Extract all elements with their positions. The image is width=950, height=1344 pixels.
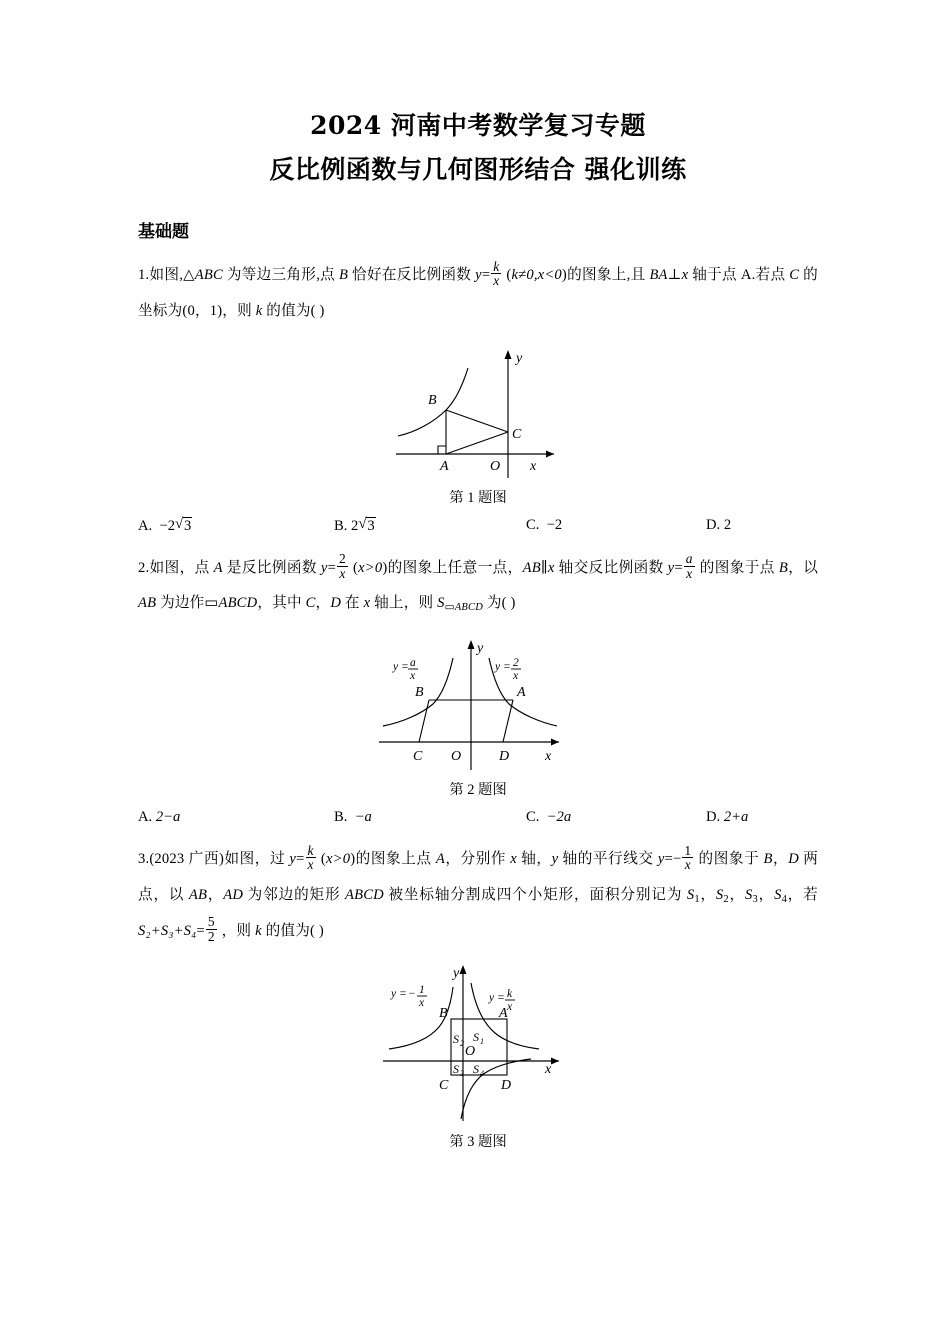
q1-part-1: 如图,△ (149, 267, 195, 283)
q2-part-6: 的图象于点 (695, 559, 779, 576)
fig2-eq-left-y: y (393, 661, 399, 673)
q1-x-axis: x (681, 267, 689, 283)
fig3-label-y: y (453, 966, 460, 982)
q3-ab: AB (188, 886, 208, 903)
q2-option-a[interactable] (138, 809, 334, 826)
fig3-label-x: x (545, 1062, 552, 1078)
q1-part-6: 轴于点 A.若点 (688, 267, 790, 283)
fig3-S1-sub: 1 (480, 1037, 484, 1047)
figure-3-svg (373, 961, 583, 1126)
q2-point-c: C (305, 595, 316, 612)
fig3-area-S3 (453, 1062, 464, 1078)
fig1-label-y: y (516, 350, 523, 366)
q3-part-5: 轴， (516, 851, 552, 867)
fig3-eq-left-num: 1 (419, 984, 425, 997)
q3-s4-sub: 4 (781, 893, 788, 905)
q2-x-axis-2: x (363, 595, 371, 612)
q2-condition: x>0 (358, 559, 383, 576)
q1-y: y (475, 267, 482, 283)
fig2-eq-right-num: 2 (513, 657, 519, 669)
q3-part-13: ， (699, 886, 716, 903)
q2-option-d[interactable] (706, 809, 818, 826)
q2-frac2-num: a (685, 551, 693, 567)
q2-abcd: ABCD (218, 595, 258, 612)
q2-part-3: ( (348, 559, 359, 576)
q3-abcd: ABCD (345, 886, 384, 903)
document-title-line-2: 反比例函数与几何图形结合 强化训练 (269, 154, 687, 184)
q3-part-6: 轴的平行线交 (558, 851, 658, 867)
fig3-label-A: A (499, 1006, 508, 1022)
question-1-text (138, 258, 818, 330)
q2-part-10: ， (315, 595, 331, 612)
q3-eq: = (296, 851, 305, 867)
q2-option-c[interactable] (526, 809, 706, 826)
q2-part-11: 在 (341, 595, 364, 612)
q3-part-4: ，分别作 (444, 851, 511, 867)
fig1-label-C: C (512, 426, 522, 442)
q2-part-13: 为( ) (482, 595, 516, 612)
q2-s-label: S (437, 595, 445, 612)
q1-part-7: 的坐标为(0，1)，则 (138, 267, 818, 319)
fig2-eq-left-den: x (410, 670, 416, 682)
fig3-S4-sub: 4 (480, 1069, 484, 1079)
q1-part-3: 恰好在反比例函数 (348, 267, 476, 283)
q3-s1-sub: 1 (694, 893, 700, 905)
q3-source: (2023 广西) (149, 851, 225, 867)
q3-eq-2: = (664, 851, 673, 867)
q1-condition: k≠0,x<0 (511, 267, 562, 283)
fig3-eq-left-sign: = (399, 988, 407, 1001)
fig2-eq-right-y: y (495, 661, 501, 673)
q2-point-a: A (213, 559, 223, 576)
q3-part-9: 两点，以 (138, 851, 819, 903)
q1-option-b-sqrt-icon: √ 3 (358, 517, 375, 535)
fig2-label-x: x (545, 749, 552, 764)
q2-option-b[interactable] (334, 809, 526, 826)
page-content (138, 0, 818, 1151)
q2-part-8: 为边作▭ (156, 595, 219, 612)
q3-part-11: 为邻边的矩形 (243, 886, 345, 903)
fig3-S3-sub: 3 (460, 1069, 464, 1079)
fig3-y-arrow (460, 965, 467, 974)
q3-s4: S (774, 886, 782, 903)
q2-option-d-value: 2+a (723, 809, 749, 825)
fig1-label-B: B (428, 392, 437, 408)
q1-option-c-label: C. (526, 516, 540, 533)
q3-frac-den: x (307, 857, 314, 873)
figure-2-caption: 第 2 题图 (449, 782, 507, 798)
fig2-label-C: C (413, 749, 423, 764)
q3-part-14: ， (728, 886, 745, 903)
q1-option-c-value: −2 (546, 516, 563, 533)
q2-frac-num: 2 (339, 551, 346, 567)
q3-s2: S (715, 886, 724, 903)
q3-minus: − (672, 851, 682, 867)
figure-1-caption: 第 1 题图 (449, 489, 507, 506)
q1-option-d-label: D. (706, 516, 721, 533)
q2-parallel: ∥ (540, 559, 548, 576)
q2-point-d: D (330, 595, 342, 612)
q2-part-9: ，其中 (257, 595, 306, 612)
q3-point-a: A (435, 851, 445, 867)
fig2-x-arrow (551, 739, 559, 746)
question-3-text (138, 842, 818, 949)
q1-part-2: 为等边三角形,点 (222, 267, 339, 283)
fig1-segment-AC (446, 432, 508, 454)
q2-part-2: 是反比例函数 (222, 559, 321, 576)
q3-y-axis: y (551, 851, 559, 867)
q2-fraction-2-over-x (337, 552, 348, 580)
fig3-eq-left (390, 984, 427, 1009)
q3-frac2-num: 1 (684, 842, 692, 858)
fig2-eq-right-sign: = (503, 661, 511, 673)
question-1-options (138, 517, 818, 535)
figure-2 (138, 634, 818, 799)
q1-part-8: 的值为( ) (262, 302, 325, 319)
q1-perp: ⊥ (667, 267, 682, 283)
q3-frac-num: k (307, 842, 314, 858)
q2-frac-den: x (337, 566, 348, 581)
fig2-eq-right-den: x (513, 670, 519, 682)
q2-option-a-value: 2−a (155, 809, 181, 825)
q2-part-4: )的图象上任意一点， (382, 559, 523, 576)
fig1-label-O: O (490, 458, 501, 474)
q2-option-c-label: C. (526, 809, 540, 825)
section-heading: 基础题 (138, 222, 189, 242)
q3-part-18: 的值为( ) (261, 922, 324, 939)
fig3-S3: S (453, 1062, 459, 1077)
question-2-options (138, 809, 818, 826)
fig3-area-S2 (453, 1032, 464, 1048)
q3-fraction-5-over-2 (206, 915, 217, 943)
q1-fraction-k-over-x (491, 260, 501, 288)
q3-ad: AD (223, 886, 244, 903)
fig3-S2-sub: 2 (460, 1039, 464, 1049)
figure-2-svg (373, 634, 583, 774)
q3-part-7: 的图象于 (694, 851, 764, 867)
q2-part-1: 如图，点 (149, 559, 214, 576)
fig3-eq-left-minus: − (408, 988, 416, 1001)
q1-option-a-label: A. (138, 517, 153, 534)
fig2-label-D: D (499, 749, 510, 764)
q3-part-10: ， (207, 886, 224, 903)
q1-option-d[interactable] (706, 517, 818, 535)
q1-option-d-value: 2 (723, 516, 732, 533)
q1-abc: ABC (194, 267, 223, 283)
figure-1 (138, 342, 818, 507)
q3-k: k (255, 922, 262, 939)
document-title-line-1: 2024 河南中考数学复习专题 (310, 111, 646, 140)
fig2-label-O: O (451, 749, 462, 764)
fig2-label-A: A (517, 685, 526, 700)
q3-fraction-1-over-x (682, 844, 693, 872)
q2-eq-2: = (674, 559, 683, 576)
q1-option-b-label: B. (334, 517, 348, 534)
q3-frac2-den: x (682, 857, 693, 872)
q1-ba: BA (649, 267, 668, 283)
q3-y-2: y (657, 851, 665, 867)
fig3-x-arrow (551, 1058, 559, 1065)
q2-s-subscript: ▭ABCD (444, 602, 483, 614)
fig2-y-arrow (468, 640, 475, 649)
q1-part-4: ( (502, 267, 512, 283)
q3-part-2: ( (316, 851, 326, 867)
q3-condition: x>0 (326, 851, 351, 867)
fig3-eq-right-sign: = (497, 992, 505, 1005)
question-3-number: 3. (138, 851, 150, 867)
q2-option-c-value: −2a (546, 809, 572, 825)
q3-part-15: ， (757, 886, 775, 903)
q3-part-3: )的图象上点 (350, 851, 436, 867)
q1-k: k (255, 302, 263, 319)
q1-point-c: C (789, 267, 800, 283)
fig2-label-B: B (415, 685, 424, 700)
q2-frac2-den: x (684, 566, 695, 581)
q3-frac3-den: 2 (207, 928, 215, 944)
q2-option-a-label: A. (138, 809, 153, 825)
q3-s2-sub: 2 (723, 893, 729, 905)
figure-1-svg (378, 342, 578, 482)
q1-part-5: )的图象上,且 (561, 267, 650, 283)
q3-x-axis: x (510, 851, 517, 867)
q3-y: y (289, 851, 297, 867)
q1-frac-num: k (493, 258, 500, 274)
q1-option-c[interactable] (526, 517, 706, 535)
question-2-number: 2. (138, 559, 150, 576)
question-1-number: 1. (138, 267, 150, 283)
figure-3 (138, 961, 818, 1151)
fig3-S1: S (473, 1030, 479, 1045)
q3-point-b: B (763, 851, 773, 867)
fig3-eq-left-den: x (419, 997, 425, 1010)
q1-frac-den: x (493, 273, 500, 289)
q2-ab: AB (522, 559, 541, 576)
q3-frac3-num: 5 (207, 914, 215, 930)
fig2-label-y: y (477, 641, 484, 656)
q3-eq-3: = (196, 922, 205, 939)
q3-point-d: D (788, 851, 799, 867)
q2-y: y (320, 559, 328, 576)
q3-part-17: ，则 (217, 922, 256, 939)
q2-fraction-a-over-x (684, 552, 695, 580)
q2-y-2: y (667, 559, 675, 576)
fig3-label-C: C (439, 1078, 449, 1094)
q3-s3-sub: 3 (752, 893, 758, 905)
q3-fraction-k-over-x (306, 844, 316, 872)
q1-option-a-sqrt-icon: √ 3 (175, 517, 192, 535)
q2-part-12: 轴上，则 (370, 595, 438, 612)
q1-point-b: B (338, 267, 349, 283)
q3-sum-expression: S₂+S₃+S₄ (138, 922, 197, 939)
q2-x-axis: x (547, 559, 555, 576)
q2-point-b: B (778, 559, 788, 576)
fig3-S4: S (473, 1062, 479, 1077)
fig2-eq-left-sign: = (401, 661, 409, 673)
fig1-y-arrow (505, 350, 512, 359)
q2-option-b-value: −a (354, 809, 372, 825)
fig1-label-A: A (440, 458, 449, 474)
q1-option-a[interactable]: A. −2 √ 3 (138, 517, 334, 535)
fig2-eq-left-num: a (410, 657, 416, 669)
question-2-text (138, 551, 818, 623)
q3-part-12: 被坐标轴分割成四个小矩形，面积分别记为 (383, 886, 687, 903)
q3-s3: S (745, 886, 753, 903)
q3-part-1: 如图，过 (224, 851, 290, 867)
fig3-eq-right-den: x (507, 1001, 513, 1014)
fig1-right-angle-mark (438, 446, 446, 454)
q2-ab-2: AB (138, 595, 157, 612)
fig3-label-B: B (439, 1006, 448, 1022)
fig3-eq-right-y: y (489, 992, 495, 1005)
q2-option-d-label: D. (706, 809, 721, 825)
fig3-S2: S (453, 1032, 459, 1047)
fig3-label-O: O (465, 1044, 476, 1060)
fig2-segment-AD (503, 700, 513, 742)
fig3-eq-left-y: y (391, 988, 397, 1001)
fig2-segment-BC (419, 700, 429, 742)
q3-part-8: ， (772, 851, 789, 867)
q3-s1: S (686, 886, 695, 903)
fig1-segment-BC (446, 410, 508, 432)
fig3-area-S4 (473, 1062, 484, 1078)
figure-3-caption: 第 3 题图 (449, 1134, 507, 1151)
fig2-eq-left (392, 657, 418, 682)
q2-option-b-label: B. (334, 809, 348, 825)
fig3-hyperbola-k-q3 (461, 1059, 531, 1119)
q2-part-7: ，以 (787, 559, 818, 576)
q1-option-b[interactable]: B. 2 √ 3 (334, 517, 526, 535)
fig3-label-D: D (501, 1078, 512, 1094)
q2-part-5: 轴交反比例函数 (554, 559, 668, 576)
q2-eq: = (327, 559, 337, 576)
q3-part-16: ，若 (787, 886, 818, 903)
q1-eq: = (481, 267, 491, 283)
fig3-eq-right-num: k (507, 988, 513, 1001)
fig1-x-arrow (546, 450, 554, 457)
fig2-eq-right (494, 657, 521, 682)
fig1-label-x: x (530, 458, 537, 474)
